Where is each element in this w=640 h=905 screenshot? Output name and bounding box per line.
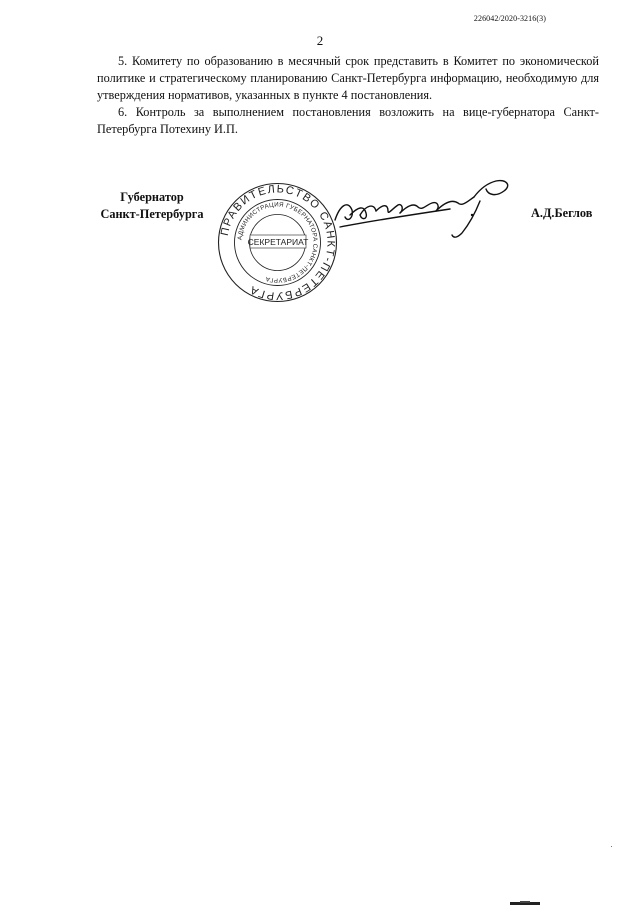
scan-artifact: [520, 901, 530, 903]
signatory-name: А.Д.Беглов: [531, 206, 593, 220]
page-number: 2: [316, 33, 324, 48]
paragraph-item-6: 6. Контроль за выполнением постановления возложить на вице-губернатора Санкт-Петербурга Потехину И.П.: [97, 105, 599, 136]
paragraph-item-5: 5. Комитету по образованию в месячный срок представить в Комитет по экономической политике и стратегическому планированию Санкт-Петербурга информацию, необходимую для утверждения нормативов, указанных в пункте 4 постановления.: [97, 54, 599, 102]
stamp-center-text: СЕКРЕТАРИАТ: [247, 237, 309, 247]
stamp-outer-text: ПРАВИТЕЛЬСТВО САНКТ-ПЕТЕРБУРГА: [218, 183, 337, 302]
official-stamp-seal: [215, 180, 340, 305]
signatory-position: [97, 189, 207, 223]
scan-artifact: [611, 846, 612, 847]
signatory-position-line1: Губернатор: [120, 190, 184, 204]
document-body: [97, 53, 599, 138]
stamp-inner-text: АДМИНИСТРАЦИЯ ГУБЕРНАТОРА САНКТ-ПЕТЕРБУРГА: [236, 201, 319, 284]
handwritten-signature: [330, 175, 530, 250]
document-registration-number: 226042/2020-3216(3): [473, 14, 546, 23]
signatory-position-line2: Санкт-Петербурга: [100, 207, 204, 221]
